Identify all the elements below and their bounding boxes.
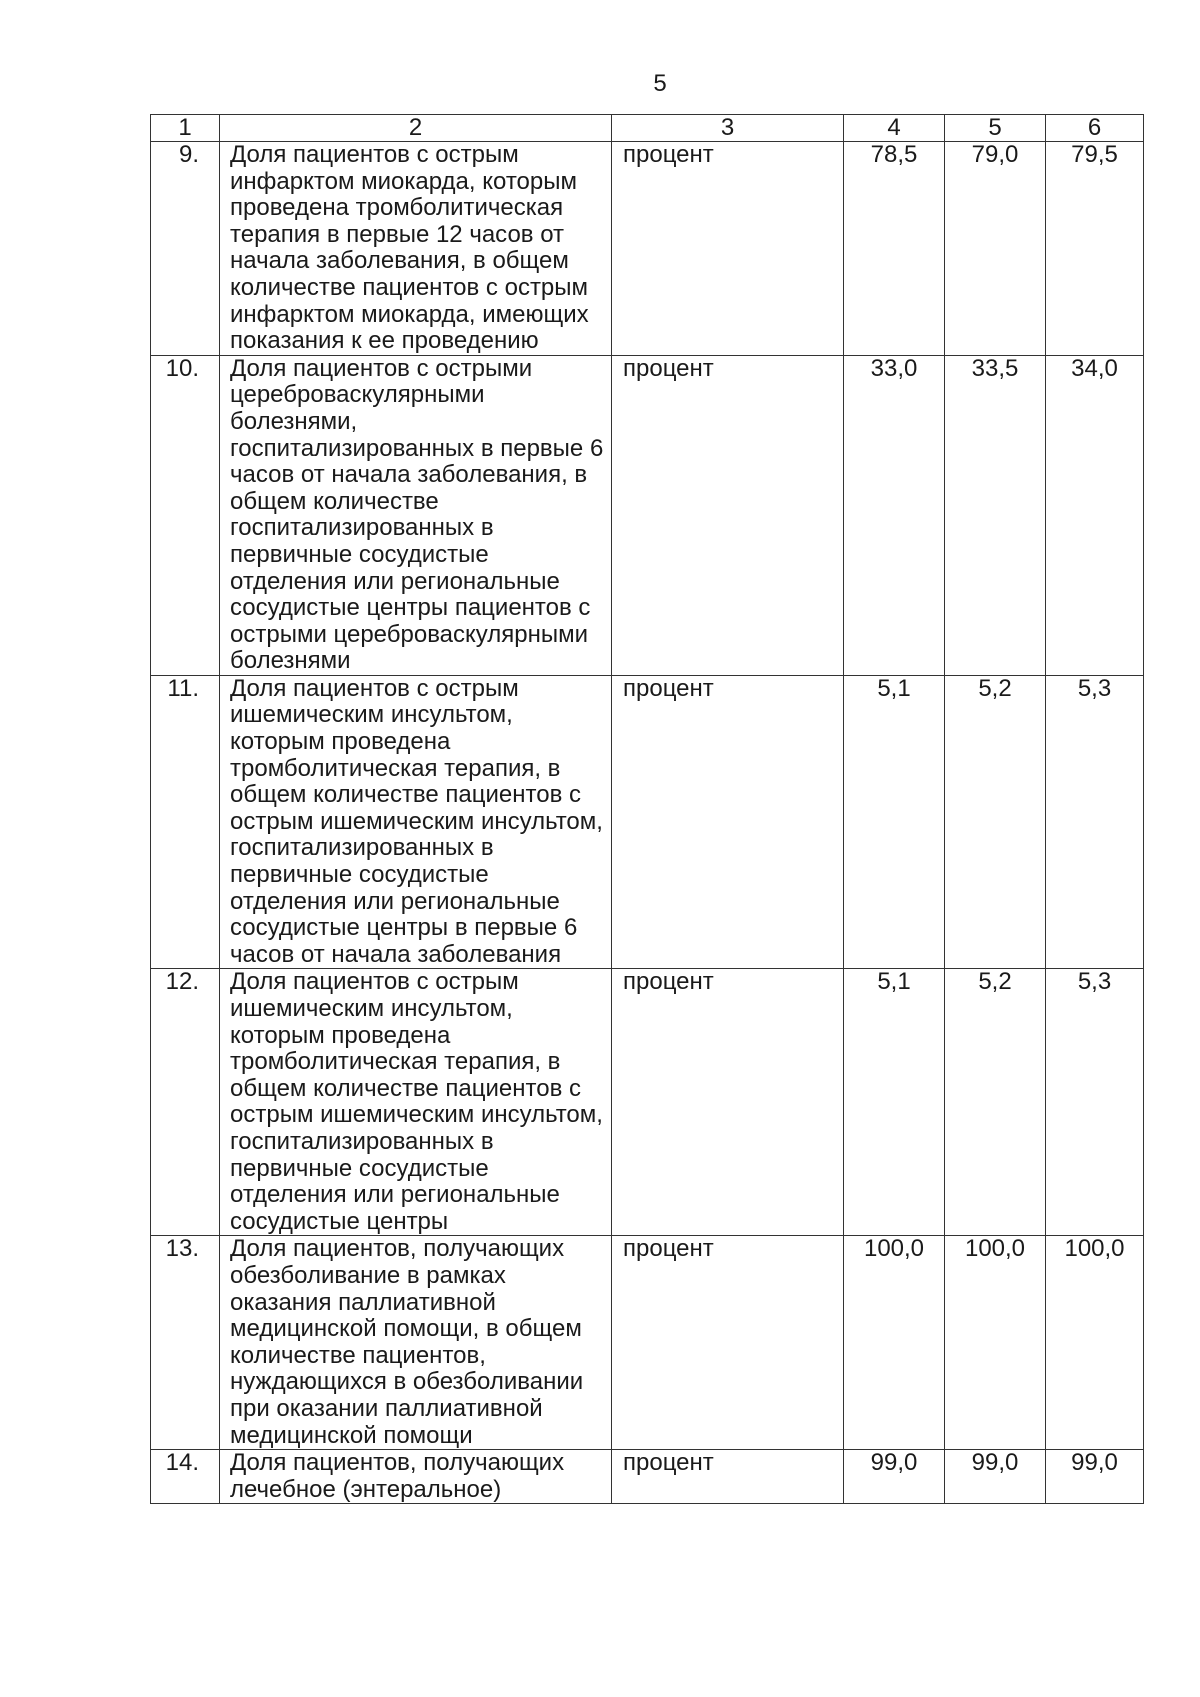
indicator-name: Доля пациентов, получающих лечебное (энтеральное) <box>220 1450 612 1504</box>
value-col-4: 5,1 <box>844 969 945 1236</box>
value-col-5: 5,2 <box>945 675 1046 969</box>
header-cell: 3 <box>612 115 844 142</box>
value-col-6: 99,0 <box>1046 1450 1144 1504</box>
value-col-4: 100,0 <box>844 1236 945 1450</box>
header-cell: 5 <box>945 115 1046 142</box>
header-cell: 4 <box>844 115 945 142</box>
value-col-4: 5,1 <box>844 675 945 969</box>
table-header-row <box>151 115 1144 142</box>
row-number: 14. <box>151 1450 220 1504</box>
unit: процент <box>612 1450 844 1504</box>
value-col-5: 79,0 <box>945 142 1046 356</box>
table-row <box>151 969 1144 1236</box>
value-col-5: 100,0 <box>945 1236 1046 1450</box>
value-col-6: 34,0 <box>1046 355 1144 675</box>
table-row <box>151 1236 1144 1450</box>
value-col-6: 5,3 <box>1046 675 1144 969</box>
value-col-6: 5,3 <box>1046 969 1144 1236</box>
header-cell: 6 <box>1046 115 1144 142</box>
unit: процент <box>612 355 844 675</box>
unit: процент <box>612 142 844 356</box>
value-col-4: 99,0 <box>844 1450 945 1504</box>
row-number: 10. <box>151 355 220 675</box>
indicator-name: Доля пациентов с острым ишемическим инсультом, которым проведена тромболитическая терапия, в общем количестве пациентов с острым ишемическим инсультом, госпитализированных в первичные сосудистые отделения или региональные сосудистые центры в первые 6 часов от начала заболевания <box>220 675 612 969</box>
value-col-5: 33,5 <box>945 355 1046 675</box>
indicator-name: Доля пациентов с острым ишемическим инсультом, которым проведена тромболитическая терапия, в общем количестве пациентов с острым ишемическим инсультом, госпитализированных в первичные сосудистые отделения или региональные сосудистые центры <box>220 969 612 1236</box>
value-col-4: 78,5 <box>844 142 945 356</box>
row-number: 12. <box>151 969 220 1236</box>
unit: процент <box>612 1236 844 1450</box>
unit: процент <box>612 969 844 1236</box>
table-row <box>151 675 1144 969</box>
value-col-4: 33,0 <box>844 355 945 675</box>
indicator-name: Доля пациентов с острым инфарктом миокарда, которым проведена тромболитическая терапия в первые 12 часов от начала заболевания, в общем количестве пациентов с острым инфарктом миокарда, имеющих показания к ее проведению <box>220 142 612 356</box>
indicator-name: Доля пациентов, получающих обезболивание в рамках оказания паллиативной медицинской помощи, в общем количестве пациентов, нуждающихся в обезболивании при оказании паллиативной медицинской помощи <box>220 1236 612 1450</box>
table-row <box>151 142 1144 356</box>
indicator-name: Доля пациентов с острыми цереброваскулярными болезнями, госпитализированных в первые 6 часов от начала заболевания, в общем количестве госпитализированных в первичные сосудистые отделения или региональные сосудистые центры пациентов с острыми цереброваскулярными болезнями <box>220 355 612 675</box>
value-col-6: 79,5 <box>1046 142 1144 356</box>
value-col-5: 99,0 <box>945 1450 1046 1504</box>
header-cell: 1 <box>151 115 220 142</box>
header-cell: 2 <box>220 115 612 142</box>
unit: процент <box>612 675 844 969</box>
row-number: 13. <box>151 1236 220 1450</box>
row-number: 9. <box>151 142 220 356</box>
value-col-6: 100,0 <box>1046 1236 1144 1450</box>
value-col-5: 5,2 <box>945 969 1046 1236</box>
table-row <box>151 355 1144 675</box>
table-row <box>151 1450 1144 1504</box>
page-number: 5 <box>653 70 667 97</box>
indicators-table <box>150 114 1144 1504</box>
row-number: 11. <box>151 675 220 969</box>
